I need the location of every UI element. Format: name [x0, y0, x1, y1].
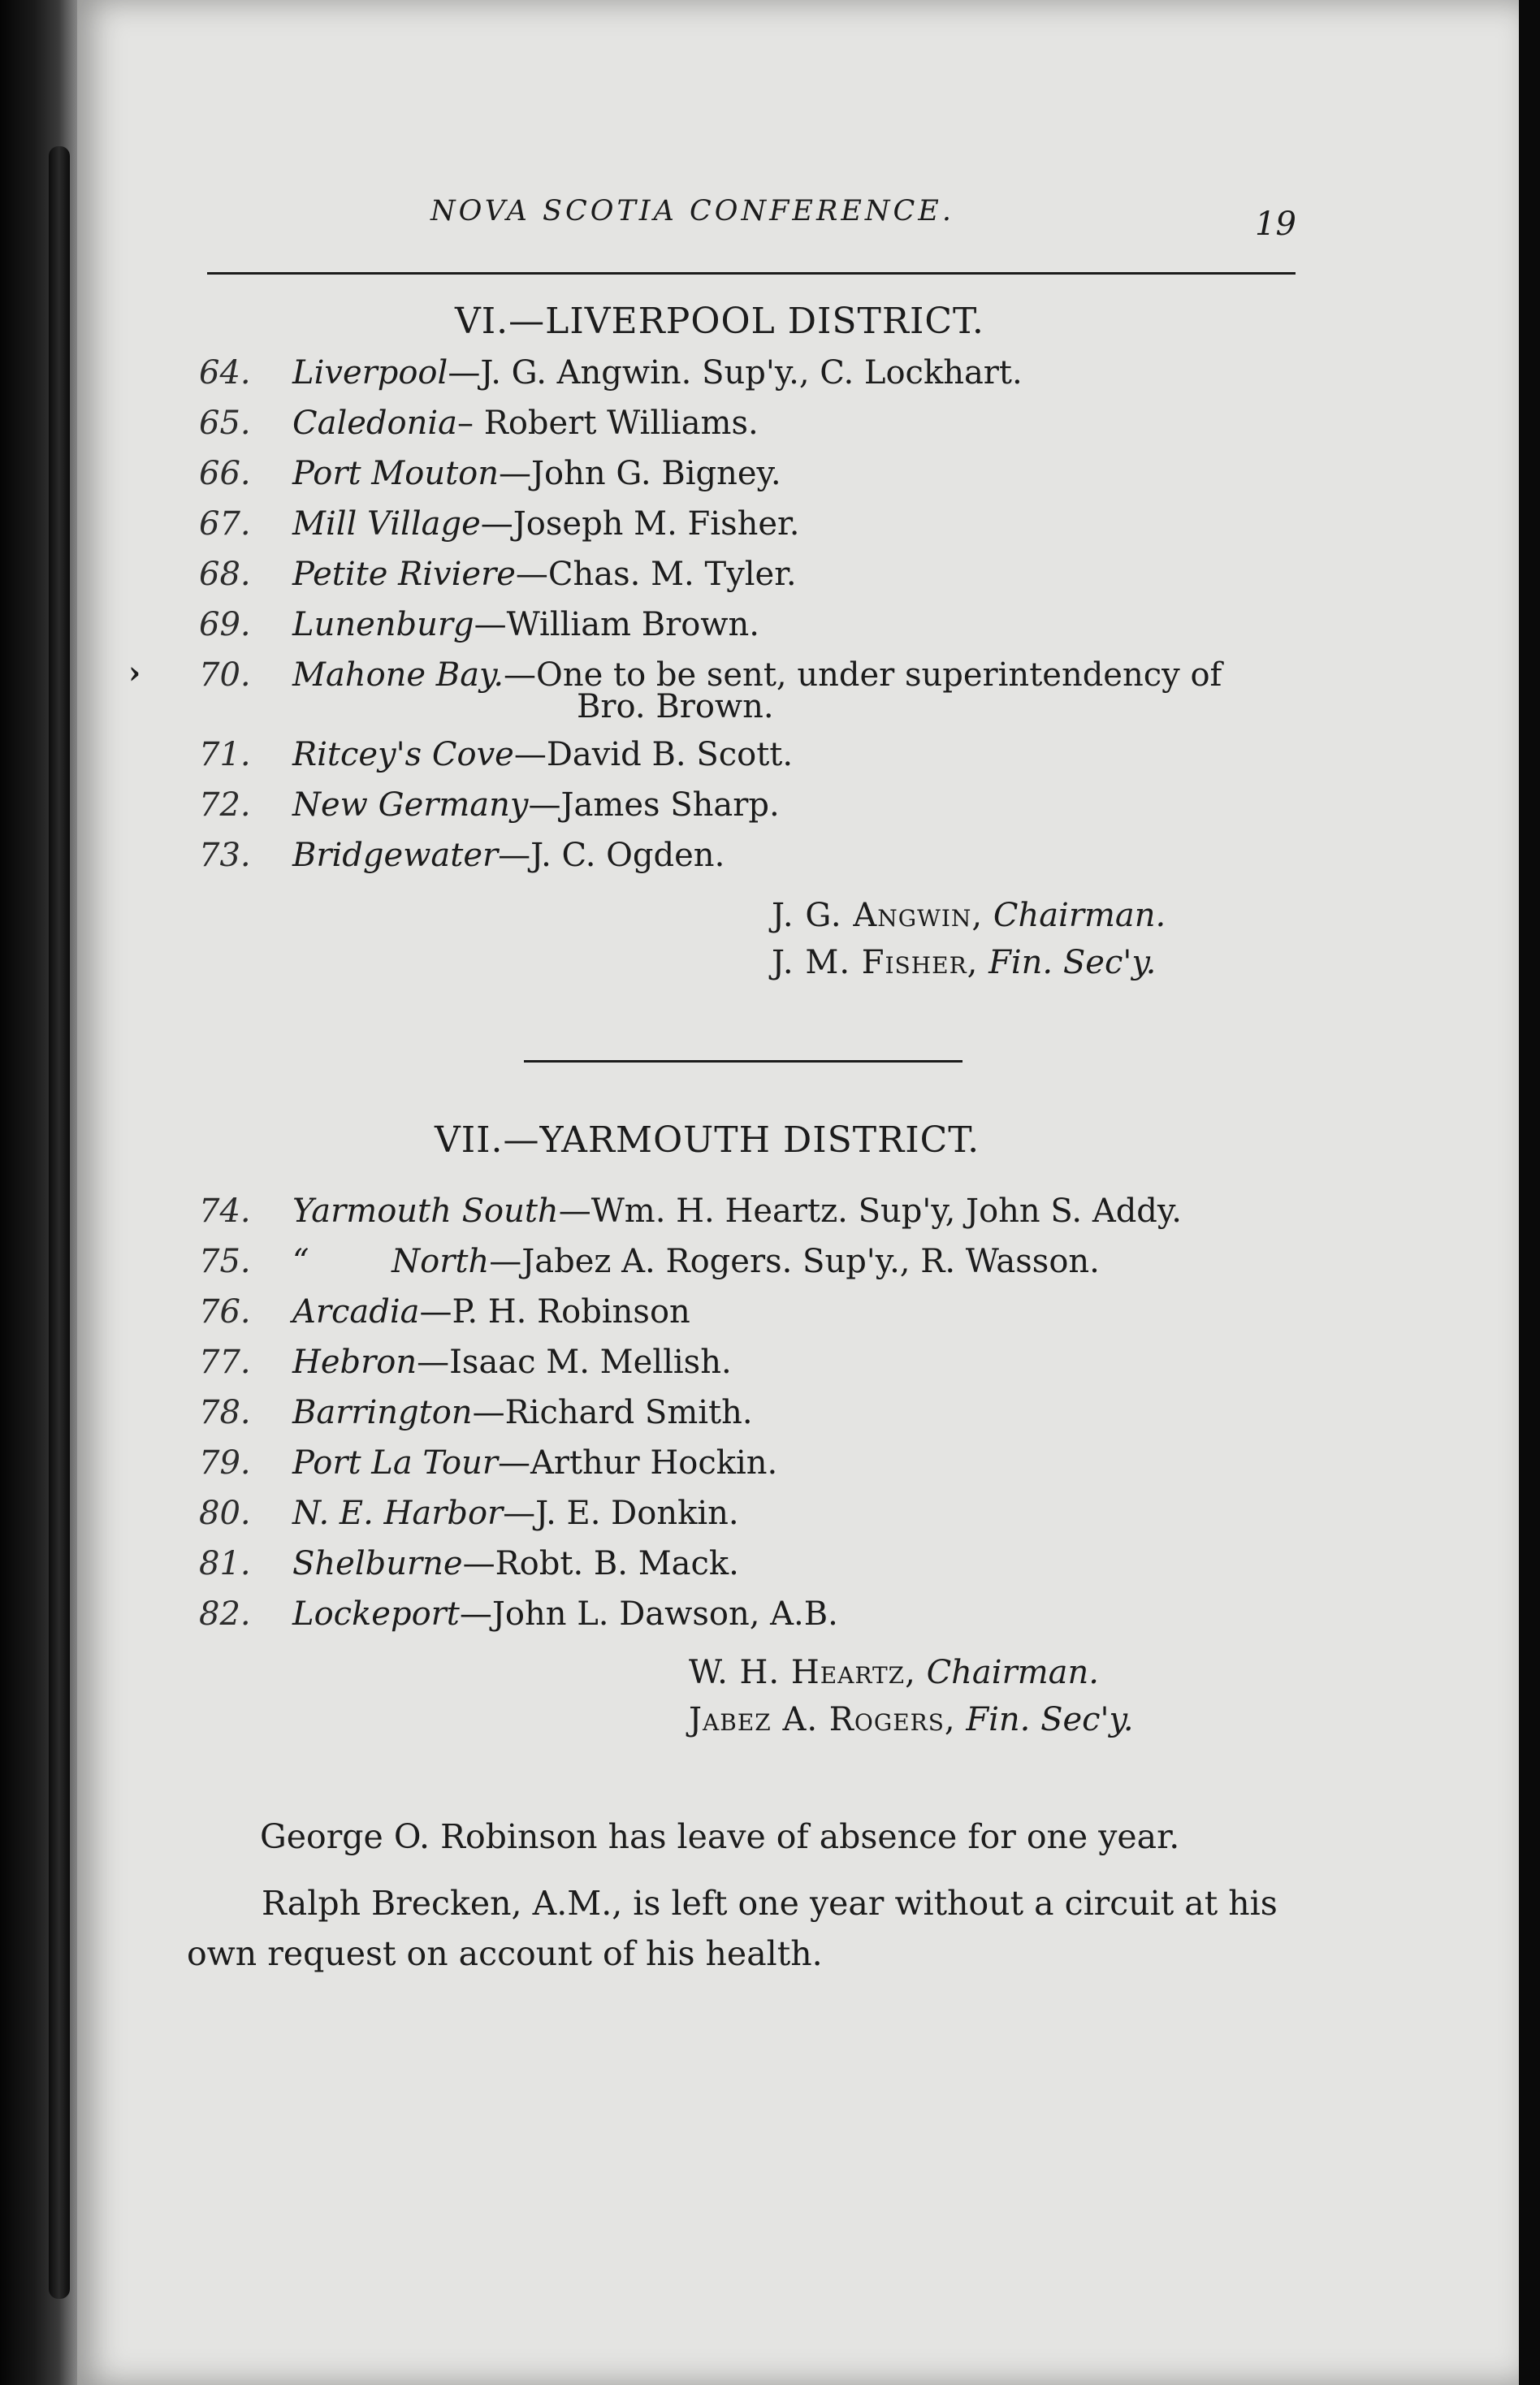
circuit-number: 66.: [199, 455, 251, 492]
circuit-ministers: —Richard Smith.: [472, 1394, 753, 1431]
signature-secretary: [689, 1696, 1134, 1743]
circuit-place: Mahone Bay.: [292, 656, 504, 694]
list-item: [199, 1539, 1320, 1589]
circuit-place: Port La Tour: [292, 1444, 498, 1482]
circuit-place: Liverpool: [292, 354, 448, 392]
circuit-ministers: —J. G. Angwin. Sup'y., C. Lockhart.: [448, 354, 1023, 392]
circuit-number: 70.: [199, 656, 251, 694]
list-item: [199, 729, 1320, 780]
list-item: [199, 1287, 1320, 1337]
list-item: [199, 1438, 1320, 1488]
circuit-number: 76.: [199, 1293, 251, 1331]
circuit-ministers: – Robert Williams.: [457, 405, 759, 442]
circuit-number: 72.: [199, 786, 251, 824]
circuit-list-yarmouth: [199, 1186, 1320, 1639]
list-item: [199, 1488, 1320, 1539]
circuit-ministers: —J. C. Ogden.: [498, 837, 725, 874]
circuit-number: 69.: [199, 606, 251, 643]
circuit-number: 68.: [199, 556, 251, 593]
circuit-ministers: —John G. Bigney.: [499, 455, 781, 492]
note-leave-of-absence: George O. Robinson has leave of absence for one year.: [260, 1817, 1180, 1856]
circuit-ministers: —Wm. H. Heartz. Sup'y, John S. Addy.: [558, 1192, 1182, 1230]
list-item: [199, 780, 1320, 830]
signer-role: Fin. Sec'y.: [988, 944, 1157, 981]
circuit-number: 80.: [199, 1495, 251, 1532]
circuit-number: 77.: [199, 1344, 251, 1381]
circuit-place: Shelburne: [292, 1545, 463, 1582]
circuit-number: 67.: [199, 505, 251, 543]
circuit-ministers: —John L. Dawson, A.B.: [459, 1595, 838, 1633]
circuit-place: Barrington: [292, 1394, 473, 1431]
list-item: [199, 348, 1320, 398]
signature-chairman: [689, 1649, 1134, 1696]
circuit-place: Ritcey's Cove: [292, 736, 514, 773]
circuit-place: New Germany: [292, 786, 529, 824]
circuit-ministers: —Chas. M. Tyler.: [515, 556, 797, 593]
circuit-number: 82.: [199, 1595, 251, 1633]
list-item: [199, 1236, 1320, 1287]
circuit-place: Mill Village: [292, 505, 481, 543]
circuit-place: Lockeport: [292, 1595, 460, 1633]
list-item: [199, 1337, 1320, 1387]
signature-secretary: [772, 939, 1166, 986]
circuit-place: Arcadia: [292, 1293, 420, 1331]
circuit-place: Petite Riviere: [292, 556, 516, 593]
circuit-place: Lunenburg: [292, 606, 474, 643]
list-item: [199, 599, 1320, 650]
circuit-place: Port Mouton: [292, 455, 500, 492]
circuit-number: 78.: [199, 1394, 251, 1431]
circuit-number: 64.: [199, 354, 251, 392]
district-title-liverpool: VI.—LIVERPOOL DISTRICT.: [455, 301, 984, 342]
header-rule: [207, 272, 1296, 275]
signer-role: Chairman.: [926, 1654, 1099, 1691]
circuit-ministers: —William Brown.: [474, 606, 760, 643]
circuit-place: Caledonia: [292, 405, 458, 442]
circuit-ministers: —J. E. Donkin.: [503, 1495, 739, 1532]
circuit-number: 65.: [199, 405, 251, 442]
circuit-ministers: —David B. Scott.: [513, 736, 794, 773]
list-item: [199, 830, 1320, 881]
circuit-list-liverpool: [199, 348, 1320, 881]
signer-name: J. G. Angwin,: [772, 897, 984, 934]
circuit-number: 73.: [199, 837, 251, 874]
circuit-ministers: —Arthur Hockin.: [497, 1444, 778, 1482]
signer-role: Fin. Sec'y.: [966, 1701, 1134, 1738]
note-without-circuit: Ralph Brecken, A.M., is left one year without a circuit at his own request on account of his health.: [187, 1884, 1278, 1973]
circuit-ministers: —Isaac M. Mellish.: [417, 1344, 732, 1381]
circuit-number: 71.: [199, 736, 251, 773]
list-item: [199, 650, 1320, 725]
circuit-place: Yarmouth South: [292, 1192, 559, 1230]
circuit-number: 79.: [199, 1444, 251, 1482]
list-item: [199, 1589, 1320, 1639]
book-spine: [49, 146, 70, 2299]
signer-name: J. M. Fisher,: [772, 944, 979, 981]
circuit-place: Hebron: [292, 1344, 417, 1381]
signature-block-liverpool: [772, 892, 1166, 986]
margin-mark: ›: [128, 654, 141, 690]
list-item: [199, 1387, 1320, 1438]
list-item: [199, 398, 1320, 448]
list-item: [199, 549, 1320, 599]
list-item: [199, 448, 1320, 499]
signature-block-yarmouth: [689, 1649, 1134, 1743]
page-number: 19: [1255, 206, 1296, 243]
circuit-number: 75.: [199, 1243, 251, 1280]
circuit-ministers: —Jabez A. Rogers. Sup'y., R. Wasson.: [489, 1243, 1100, 1280]
circuit-place: Bridgewater: [292, 837, 499, 874]
circuit-number: 81.: [199, 1545, 251, 1582]
section-separator: [524, 1060, 962, 1063]
circuit-ministers: —One to be sent, under superintendency of: [504, 656, 1222, 694]
signer-role: Chairman.: [993, 897, 1166, 934]
circuit-place: “ North: [292, 1243, 490, 1280]
circuit-number: 74.: [199, 1192, 251, 1230]
signer-name: Jabez A. Rogers,: [689, 1701, 956, 1738]
district-title-yarmouth: VII.—YARMOUTH DISTRICT.: [435, 1119, 980, 1161]
circuit-ministers: —P. H. Robinson: [419, 1293, 690, 1331]
signer-name: W. H. Heartz,: [689, 1654, 916, 1691]
circuit-ministers: —Robt. B. Mack.: [462, 1545, 739, 1582]
list-item: [199, 499, 1320, 549]
circuit-ministers: —Joseph M. Fisher.: [480, 505, 800, 543]
signature-chairman: [772, 892, 1166, 939]
circuit-ministers: —James Sharp.: [528, 786, 780, 824]
circuit-place: N. E. Harbor: [292, 1495, 504, 1532]
running-header: NOVA SCOTIA CONFERENCE.: [430, 195, 954, 227]
list-item: [199, 1186, 1320, 1236]
circuit-continuation: Bro. Brown.: [577, 688, 774, 725]
